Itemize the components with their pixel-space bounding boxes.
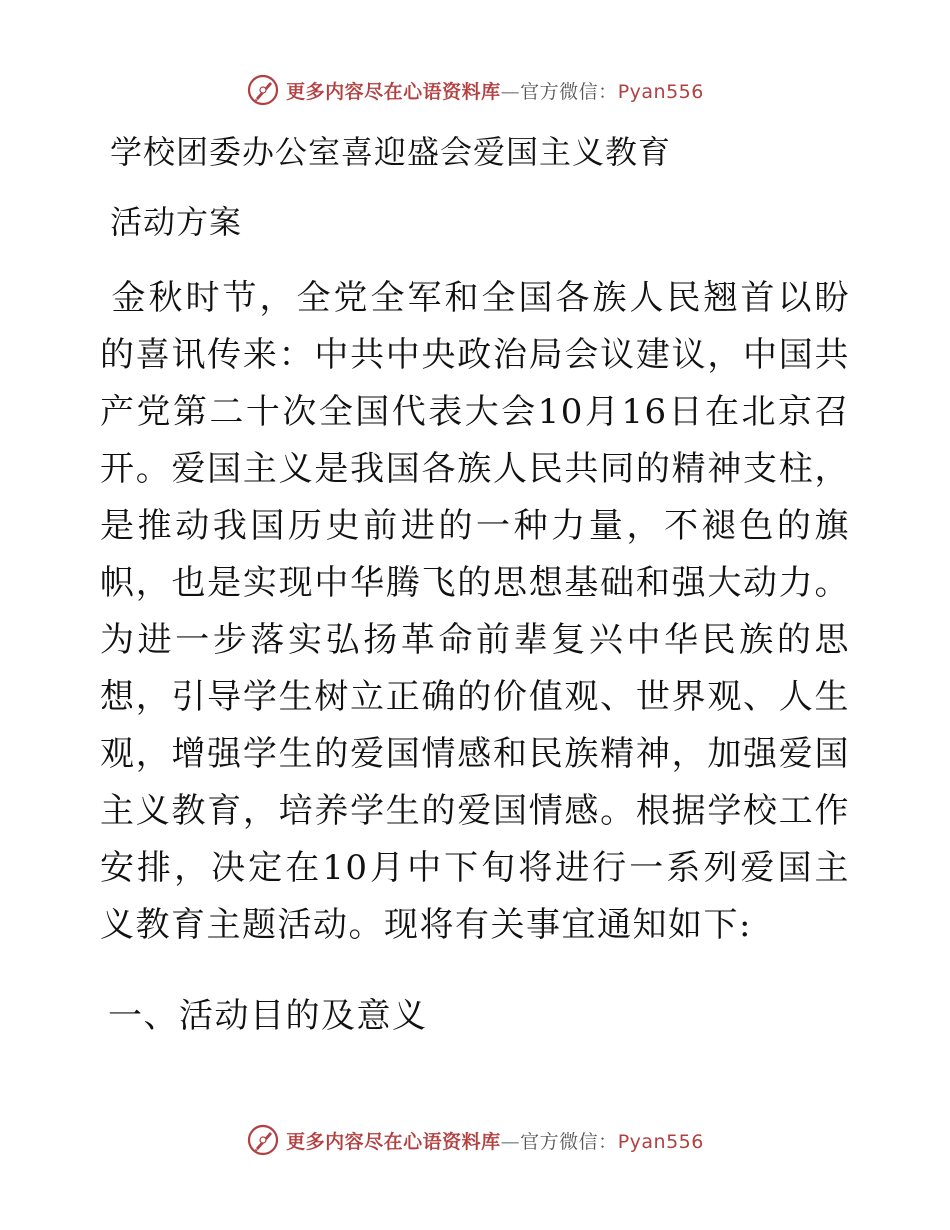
body-paragraph-text: 金秋时节，全党全军和全国各族人民翘首以盼的喜讯传来：中共中央政治局会议建议，中国共产党第二十次全国代表大会10月16日在北京召开。爱国主义是我国各族人民共同的精神支柱，是推动我国历史前进的一种力量，不褪色的旗帜，也是实现中华腾飞的思想基础和强大动力。为进一步落实弘扬革命前辈复兴中华民族的思想，引导学生树立正确的价值观、世界观、人生观，增强学生的爱国情感和民族精神，加强爱国主义教育，培养学生的爱国情感。根据学校工作安排，决定在10月中下旬将进行一系列爱国主义教育主题活动。现将有关事宜通知如下:: [100, 278, 850, 945]
watermark-site-text: 更多内容尽在心语资料库: [286, 1130, 501, 1153]
document-title-line-1: 学校团委办公室喜迎盛会爱国主义教育: [110, 133, 672, 171]
watermark-wechat-label: 官方微信：: [520, 1130, 618, 1153]
watermark-wechat-label: 官方微信：: [520, 80, 618, 103]
watermark-wechat-id: Pyan556: [617, 1130, 704, 1153]
watermark-dash: —: [500, 80, 521, 103]
section-heading-1: 一、活动目的及意义: [108, 996, 428, 1036]
header-watermark: [0, 70, 950, 110]
quill-pen-logo-icon: [246, 1123, 280, 1157]
watermark-text: [286, 1127, 704, 1154]
watermark-wechat-id: Pyan556: [617, 80, 704, 103]
quill-pen-logo-icon: [246, 73, 280, 107]
watermark-dash: —: [500, 1130, 521, 1153]
footer-watermark: [0, 1120, 950, 1160]
watermark-content: [246, 73, 704, 107]
watermark-site-text: 更多内容尽在心语资料库: [286, 80, 501, 103]
document-title-line-2: 活动方案: [110, 203, 243, 241]
watermark-text: [286, 77, 704, 104]
body-paragraph: [100, 270, 850, 954]
watermark-content: [246, 1123, 704, 1157]
